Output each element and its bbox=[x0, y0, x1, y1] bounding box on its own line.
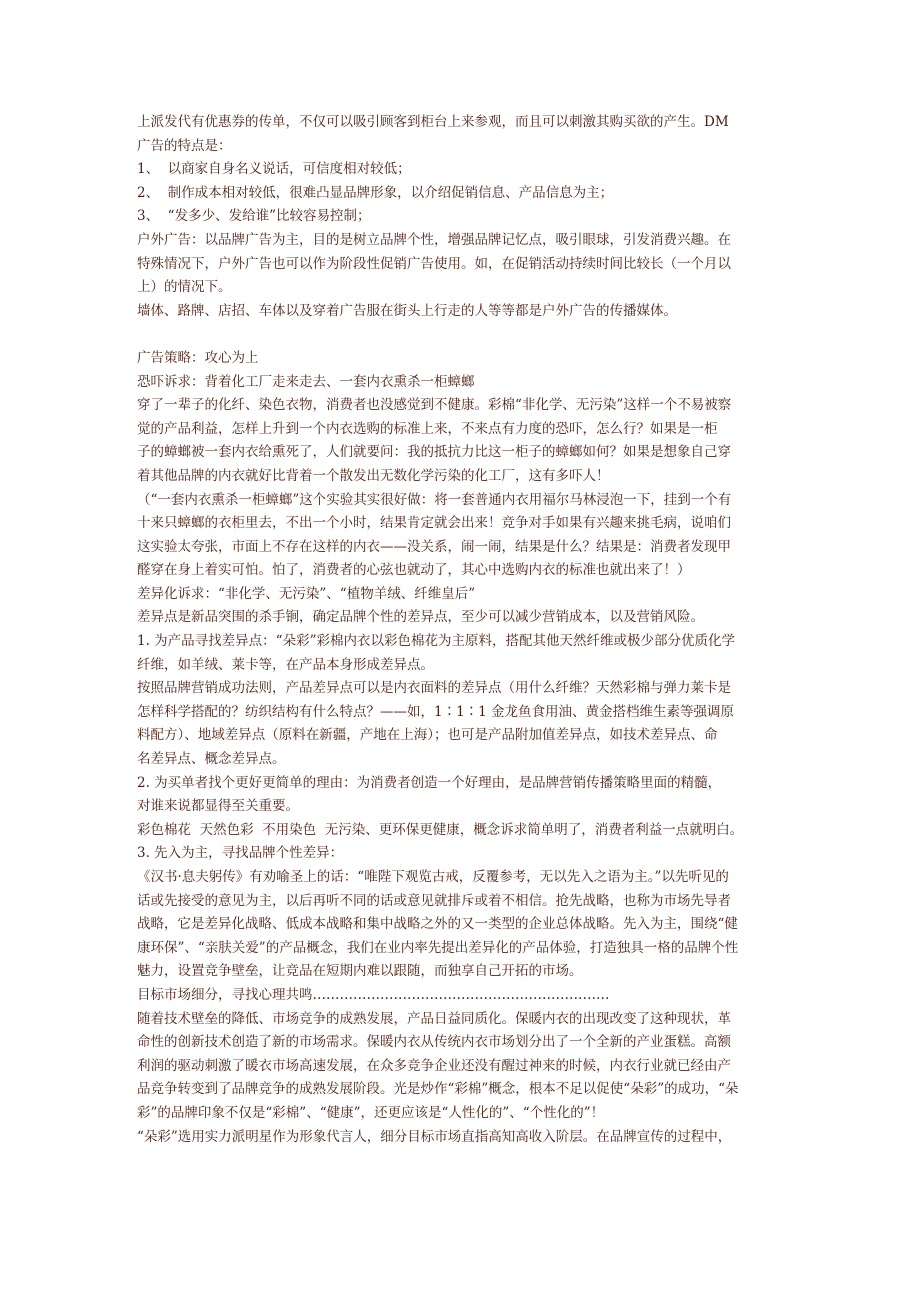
list-item: 2. 为买单者找个更好更简单的理由：为消费者创造一个好理由，是品牌营销传播策略里面的精髓， bbox=[137, 774, 722, 791]
text-line: 康环保”、“亲肤关爱”的产品概念，我们在业内率先提出差异化的产品体验，打造独具一格的品牌个性 bbox=[137, 939, 739, 956]
list-item: 1、 以商家自身名义说话，可信度相对较低； bbox=[137, 161, 411, 178]
document-body bbox=[137, 111, 787, 1149]
list-item: 3. 先入为主，寻找品牌个性差异： bbox=[137, 845, 344, 862]
text-line: 上）的情况下。 bbox=[137, 279, 232, 296]
text-line: 广告的特点是： bbox=[137, 137, 232, 154]
text-line: “朵彩”选用实力派明星作为形象代言人，细分目标市场直指高知高收入阶层。在品牌宣传的过程中， bbox=[137, 1128, 732, 1145]
text-line: 命性的创新技术创造了新的市场需求。保暖内衣从传统内衣市场划分出了一个全新的产业蛋糕。高额 bbox=[137, 1034, 731, 1051]
text-line: 特殊情况下，户外广告也可以作为阶段性促销广告使用。如，在促销活动持续时间比较长（一个月以 bbox=[137, 255, 731, 272]
text-line: 差异点是新品突围的杀手锏，确定品牌个性的差异点，至少可以减少营销成本，以及营销风险。 bbox=[137, 609, 704, 626]
blank-line bbox=[137, 323, 787, 347]
text-line: 对谁来说都显得至关重要。 bbox=[137, 798, 299, 815]
list-item: 3、 “发多少、发给谁”比较容易控制； bbox=[137, 208, 371, 225]
subheading: 恐吓诉求：背着化工厂走来走去、一套内衣熏杀一柜蟑螂 bbox=[137, 373, 475, 390]
text-line: 彩色棉花 天然色彩 不用染色 无污染、更环保更健康，概念诉求简单明了，消费者利益一点就明白。 bbox=[137, 821, 744, 838]
text-line: 着其他品牌的内衣就好比背着一个散发出无数化学污染的化工厂，这有多吓人！ bbox=[137, 467, 610, 484]
text-line: 利润的驱动刺激了暖衣市场高速发展，在众多竞争企业还没有醒过神来的时候，内衣行业就已经由产 bbox=[137, 1057, 731, 1074]
text-line: 这实验太夸张，市面上不存在这样的内衣——没关系，闹一闹，结果是什么？结果是：消费者发现甲 bbox=[137, 538, 731, 555]
text-line: 彩”的品牌印象不仅是“彩棉”、“健康”，还更应该是“人性化的”、“个性化的”！ bbox=[137, 1104, 605, 1121]
text-line: 按照品牌营销成功法则，产品差异点可以是内衣面料的差异点（用什么纤维？天然彩棉与弹力莱卡是 bbox=[137, 680, 731, 697]
subheading: 差异化诉求：“非化学、无污染”、“植物羊绒、纤维皇后” bbox=[137, 585, 476, 602]
text-line: 随着技术壁垒的降低、市场竞争的成熟发展，产品日益同质化。保暖内衣的出现改变了这种现状，革 bbox=[137, 1010, 731, 1027]
text-line: 十来只蟑螂的衣柜里去，不出一个小时，结果肯定就会出来！竞争对手如果有兴趣来挑毛病，说咱们 bbox=[137, 515, 731, 532]
text-line: 户外广告：以品牌广告为主，目的是树立品牌个性，增强品牌记忆点，吸引眼球，引发消费兴趣。在 bbox=[137, 231, 731, 248]
text-line: 料配方）、地域差异点（原料在新疆，产地在上海）；也可是产品附加值差异点，如技术差异点、命 bbox=[137, 727, 718, 744]
text-line: 穿了一辈子的化纤、染色衣物，消费者也没感觉到不健康。彩棉“非化学、无污染”这样一个不易被察 bbox=[137, 397, 732, 414]
section-heading: 广告策略：攻心为上 bbox=[137, 349, 259, 366]
text-line: 品竞争转变到了品牌竞争的成熟发展阶段。光是炒作“彩棉”概念，根本不足以促使“朵彩”的成功，“朵 bbox=[137, 1081, 739, 1098]
text-line: （“一套内衣熏杀一柜蟑螂”这个实验其实很好做：将一套普通内衣用福尔马林浸泡一下，挂到一个有 bbox=[137, 491, 732, 508]
text-line: 战略，它是差异化战略、低成本战略和集中战略之外的又一类型的企业总体战略。先入为主，围绕“健 bbox=[137, 916, 738, 933]
list-item: 2、 制作成本相对较低，很难凸显品牌形象，以介绍促销信息、产品信息为主； bbox=[137, 184, 614, 201]
list-item: 1. 为产品寻找差异点：“朵彩”彩棉内衣以彩色棉花为主原料，搭配其他天然纤维或极少部分优质化学 bbox=[137, 633, 735, 650]
subheading: 目标市场细分，寻找心理共鸣………………………………………………………… bbox=[137, 986, 610, 1003]
text-line: 纤维，如羊绒、莱卡等，在产品本身形成差异点。 bbox=[137, 656, 434, 673]
text-line: 上派发代有优惠券的传单，不仅可以吸引顾客到柜台上来参观，而且可以刺激其购买欲的产生。DM bbox=[137, 114, 729, 130]
text-line: 子的蟑螂被一套内衣给熏死了，人们就要问：我的抵抗力比这一柜子的蟑螂如何？如果是想象自己穿 bbox=[137, 444, 731, 461]
text-line: 怎样科学搭配的？纺织结构有什么特点？——如，1∶1∶1 金龙鱼食用油、黄金搭档维生素等强调原 bbox=[137, 703, 735, 720]
text-line: 魅力，设置竞争壁垒，让竞品在短期内难以跟随，而独享自己开拓的市场。 bbox=[137, 963, 583, 980]
text-line: 话或先接受的意见为主，以后再听不同的话或意见就排斥或着不相信。抢先战略，也称为市场先导者 bbox=[137, 892, 731, 909]
text-line: 《汉书·息夫躬传》有劝喻圣上的话：“唯陛下观览古戒，反覆参考，无以先入之语为主。”以先听见的 bbox=[137, 869, 729, 885]
text-line: 墙体、路牌、店招、车体以及穿着广告服在街头上行走的人等等都是户外广告的传播媒体。 bbox=[137, 302, 677, 319]
text-line: 醛穿在身上着实可怕。怕了，消费者的心弦也就动了，其心中选购内衣的标准也就出来了！） bbox=[137, 562, 691, 579]
text-line: 觉的产品利益，怎样上升到一个内衣选购的标准上来，不来点有力度的恐吓，怎么行？如果是一柜 bbox=[137, 420, 718, 437]
text-line: 名差异点、概念差异点。 bbox=[137, 751, 286, 768]
